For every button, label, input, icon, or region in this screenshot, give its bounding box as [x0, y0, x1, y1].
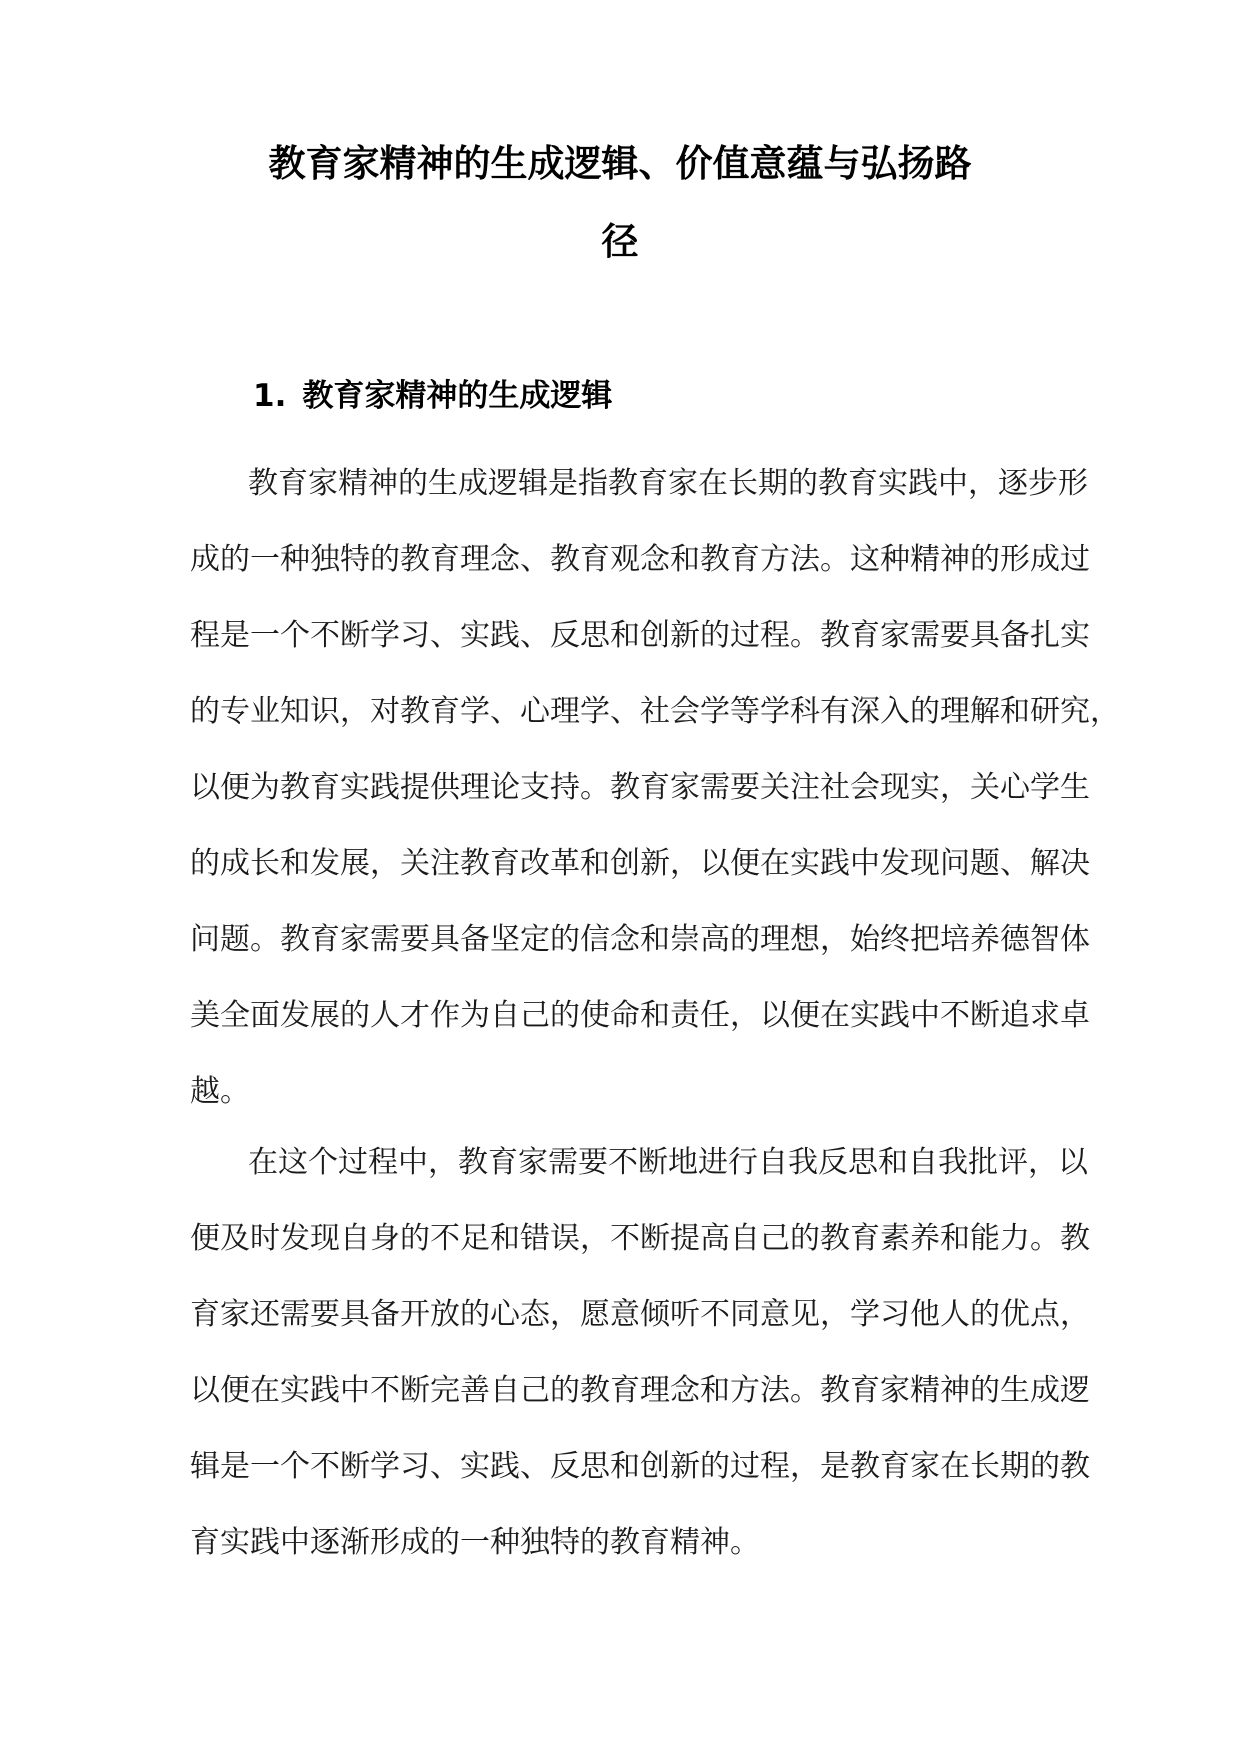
paragraph-line: 教育家精神的生成逻辑是指教育家在长期的教育实践中，逐步形: [248, 466, 1088, 501]
title-line: 径: [601, 220, 639, 263]
section-title: 教育家精神的生成逻辑: [302, 378, 613, 414]
body-paragraph: [190, 1145, 1090, 1601]
paragraph-line: 成的一种独特的教育理念、教育观念和教育方法。这种精神的形成过: [190, 542, 1090, 577]
paragraph-line: 以便在实践中不断完善自己的教育理念和方法。教育家精神的生成逻: [190, 1373, 1090, 1408]
paragraph-line: 的成长和发展，关注教育改革和创新，以便在实践中发现问题、解决: [190, 846, 1090, 881]
paragraph-line: 便及时发现自身的不足和错误，不断提高自己的教育素养和能力。教: [190, 1221, 1090, 1256]
paragraph-line: 育家还需要具备开放的心态，愿意倾听不同意见，学习他人的优点，: [190, 1297, 1090, 1332]
body-paragraph: [190, 466, 1120, 1150]
paragraph-line: 问题。教育家需要具备坚定的信念和崇高的理想，始终把培养德智体: [190, 922, 1090, 957]
paragraph-line: 的专业知识，对教育学、心理学、社会学等学科有深入的理解和研究，: [190, 694, 1120, 729]
paragraph-line: 育实践中逐渐形成的一种独特的教育精神。: [190, 1525, 760, 1560]
title-line: 教育家精神的生成逻辑、价值意蕴与弘扬路: [268, 142, 972, 185]
document-title: [160, 142, 1080, 263]
paragraph-line: 美全面发展的人才作为自己的使命和责任，以便在实践中不断追求卓: [190, 998, 1090, 1033]
paragraph-line: 以便为教育实践提供理论支持。教育家需要关注社会现实，关心学生: [190, 770, 1090, 805]
paragraph-line: 程是一个不断学习、实践、反思和创新的过程。教育家需要具备扎实: [190, 618, 1090, 653]
paragraph-line: 在这个过程中，教育家需要不断地进行自我反思和自我批评，以: [248, 1145, 1088, 1180]
paragraph-line: 越。: [190, 1074, 250, 1109]
paragraph-line: 辑是一个不断学习、实践、反思和创新的过程，是教育家在长期的教: [190, 1449, 1090, 1484]
section-number: 1.: [253, 378, 287, 414]
section-heading: [253, 379, 612, 413]
